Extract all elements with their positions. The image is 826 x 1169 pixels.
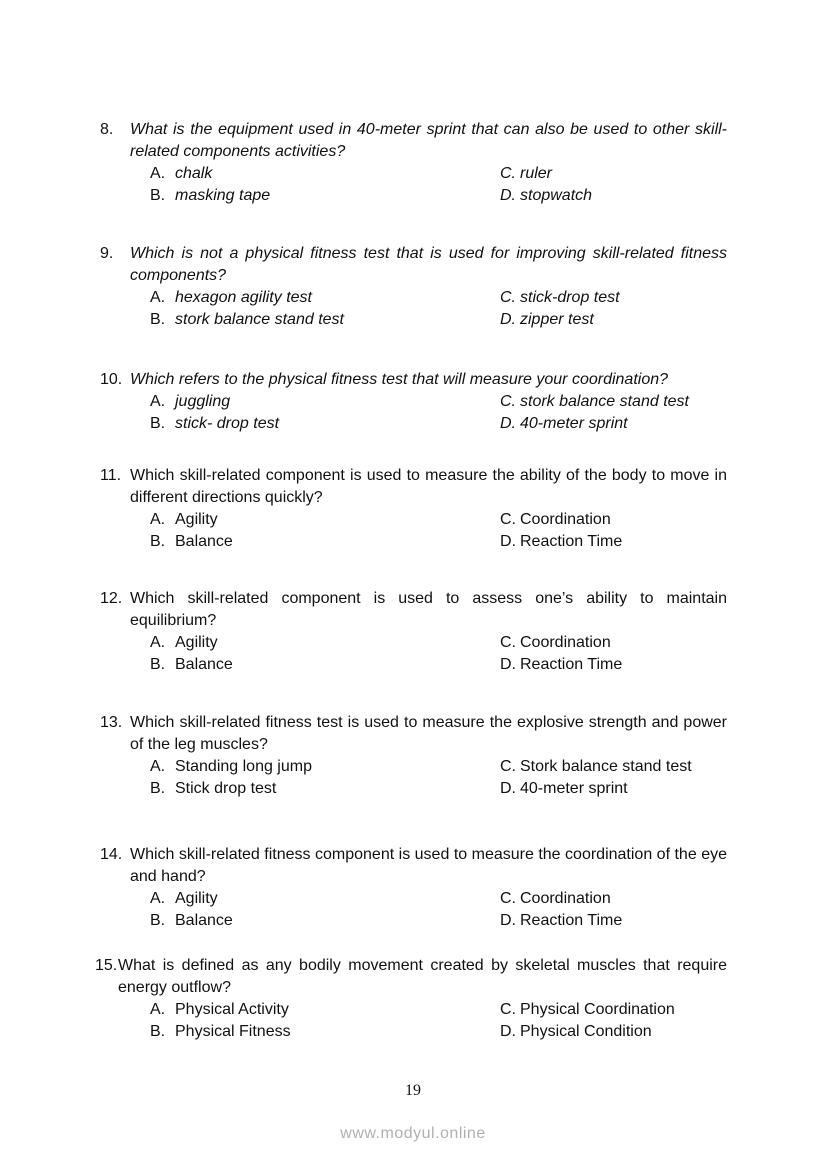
- answer-option: [150, 391, 230, 413]
- option-letter: D.: [500, 1023, 516, 1040]
- answer-option: [500, 163, 552, 185]
- option-text: Reaction Time: [520, 533, 623, 550]
- option-letter: D.: [500, 533, 516, 550]
- question-item: [0, 119, 826, 207]
- answer-option: [150, 413, 279, 435]
- option-text: stork balance stand test: [175, 311, 344, 328]
- question-number: 13.: [100, 714, 123, 731]
- answer-options: [0, 509, 826, 553]
- option-letter: B.: [150, 415, 166, 432]
- question-text: Which refers to the physical fitness test that will measure your coordination?: [130, 371, 669, 388]
- option-text: stork balance stand test: [520, 393, 689, 410]
- option-text: Stick drop test: [175, 780, 277, 797]
- answer-option: [150, 654, 233, 676]
- answer-option: [150, 287, 312, 309]
- option-letter: C.: [500, 511, 516, 528]
- option-letter: D.: [500, 656, 516, 673]
- option-text: stick- drop test: [175, 415, 280, 432]
- option-letter: D.: [500, 311, 516, 328]
- option-letter: D.: [500, 780, 516, 797]
- question-item: [0, 844, 826, 932]
- option-letter: C.: [500, 1001, 516, 1018]
- answer-option: [500, 999, 675, 1021]
- answer-option: [150, 888, 218, 910]
- option-text: zipper test: [520, 311, 594, 328]
- option-text: Coordination: [520, 890, 611, 907]
- option-text: Physical Activity: [175, 1001, 289, 1018]
- question-number: 14.: [100, 846, 123, 863]
- option-text: Balance: [175, 912, 233, 929]
- option-text: Reaction Time: [520, 656, 623, 673]
- option-text: Coordination: [520, 511, 611, 528]
- option-text: Physical Coordination: [520, 1001, 675, 1018]
- question-item: [0, 588, 826, 676]
- option-text: Agility: [175, 511, 218, 528]
- option-text: juggling: [175, 393, 231, 410]
- watermark: www.modyul.online: [340, 1125, 486, 1142]
- answer-option: [500, 309, 594, 331]
- answer-option: [500, 391, 689, 413]
- answer-option: [150, 778, 276, 800]
- option-text: ruler: [520, 165, 553, 182]
- option-letter: B.: [150, 780, 166, 797]
- question-number: 11.: [100, 467, 122, 484]
- answer-option: [150, 309, 344, 331]
- answer-option: [500, 910, 622, 932]
- answer-option: [500, 778, 628, 800]
- option-text: Coordination: [520, 634, 611, 651]
- question-number: 15.: [95, 957, 118, 974]
- option-letter: A.: [150, 289, 166, 306]
- option-text: stick-drop test: [520, 289, 620, 306]
- option-letter: B.: [150, 1023, 166, 1040]
- question-text: Which skill-related component is used to assess one’s ability to maintain equilibrium?: [130, 590, 727, 629]
- question-item: [0, 712, 826, 800]
- option-letter: A.: [150, 165, 166, 182]
- option-text: Physical Condition: [520, 1023, 652, 1040]
- option-text: Physical Fitness: [175, 1023, 291, 1040]
- option-text: Stork balance stand test: [520, 758, 692, 775]
- option-letter: C.: [500, 634, 516, 651]
- answer-option: [150, 509, 218, 531]
- option-letter: B.: [150, 656, 166, 673]
- option-letter: B.: [150, 311, 166, 328]
- question-number: 12.: [100, 590, 123, 607]
- question-item: [0, 243, 826, 331]
- answer-option: [500, 756, 692, 778]
- page-number: 19: [405, 1082, 421, 1099]
- answer-option: [150, 1021, 291, 1043]
- option-text: masking tape: [175, 187, 271, 204]
- option-letter: A.: [150, 511, 166, 528]
- option-letter: D.: [500, 912, 516, 929]
- answer-option: [500, 1021, 652, 1043]
- option-text: Standing long jump: [175, 758, 312, 775]
- option-text: hexagon agility test: [175, 289, 312, 306]
- answer-options: [0, 888, 826, 932]
- option-letter: A.: [150, 634, 166, 651]
- question-text: What is the equipment used in 40-meter sprint that can also be used to other skill-related components activities?: [130, 121, 727, 160]
- option-letter: D.: [500, 415, 516, 432]
- answer-option: [500, 287, 620, 309]
- question-number: 9.: [100, 245, 114, 262]
- answer-option: [150, 910, 233, 932]
- answer-option: [500, 509, 611, 531]
- option-text: Balance: [175, 533, 233, 550]
- option-text: 40-meter sprint: [520, 780, 628, 797]
- option-letter: A.: [150, 890, 166, 907]
- option-text: 40-meter sprint: [520, 415, 628, 432]
- question-text: Which skill-related component is used to measure the ability of the body to move in different directions quickly?: [130, 467, 727, 506]
- option-letter: C.: [500, 890, 516, 907]
- question-text: Which skill-related fitness test is used to measure the explosive strength and power of the leg muscles?: [130, 714, 727, 753]
- question-item: [0, 465, 826, 553]
- option-text: stopwatch: [520, 187, 593, 204]
- option-letter: B.: [150, 187, 166, 204]
- option-text: Reaction Time: [520, 912, 623, 929]
- answer-option: [500, 654, 622, 676]
- option-text: Balance: [175, 656, 233, 673]
- answer-option: [150, 999, 289, 1021]
- question-number: 10.: [100, 371, 123, 388]
- option-letter: C.: [500, 165, 516, 182]
- question-text: What is defined as any bodily movement created by skeletal muscles that require energy outflow?: [118, 957, 727, 996]
- option-text: Agility: [175, 634, 218, 651]
- question-text: Which skill-related fitness component is used to measure the coordination of the eye and hand?: [130, 846, 727, 885]
- answer-options: [0, 391, 826, 435]
- answer-option: [150, 185, 270, 207]
- answer-options: [0, 163, 826, 207]
- answer-options: [0, 999, 826, 1043]
- answer-option: [150, 756, 312, 778]
- answer-option: [500, 413, 628, 435]
- answer-option: [150, 531, 233, 553]
- question-number: 8.: [100, 121, 114, 138]
- question-item: [0, 369, 826, 435]
- option-text: chalk: [175, 165, 213, 182]
- answer-option: [150, 163, 212, 185]
- question-text: Which is not a physical fitness test that is used for improving skill-related fitness components?: [130, 245, 727, 284]
- question-item: [0, 955, 826, 1043]
- option-letter: C.: [500, 758, 516, 775]
- option-letter: A.: [150, 758, 166, 775]
- option-letter: B.: [150, 912, 166, 929]
- option-letter: A.: [150, 393, 166, 410]
- option-letter: D.: [500, 187, 516, 204]
- answer-options: [0, 287, 826, 331]
- answer-options: [0, 756, 826, 800]
- option-letter: C.: [500, 289, 516, 306]
- option-letter: B.: [150, 533, 166, 550]
- answer-option: [150, 632, 218, 654]
- answer-option: [500, 185, 592, 207]
- answer-option: [500, 888, 611, 910]
- option-text: Agility: [175, 890, 218, 907]
- option-letter: A.: [150, 1001, 166, 1018]
- answer-option: [500, 632, 611, 654]
- answer-options: [0, 632, 826, 676]
- answer-option: [500, 531, 622, 553]
- option-letter: C.: [500, 393, 516, 410]
